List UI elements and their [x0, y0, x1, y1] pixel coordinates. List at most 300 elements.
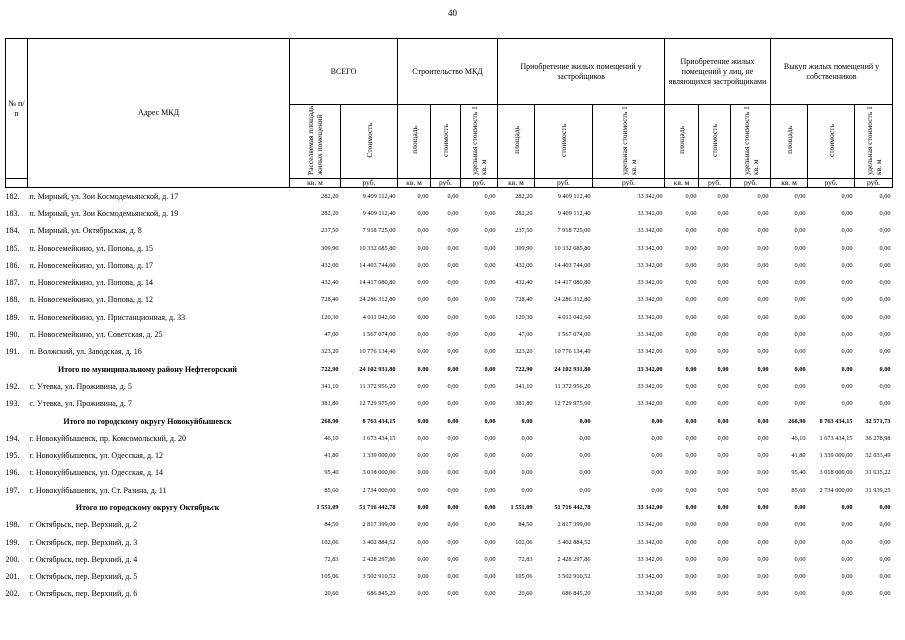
value-cell: 0,00	[879, 296, 891, 304]
value-cell: 102,06	[515, 538, 533, 546]
value-cell: 0,00	[447, 296, 459, 304]
row-number: 198.	[5, 520, 20, 530]
value-cell: 0,00	[717, 348, 729, 356]
value-cell: 282,20	[515, 192, 533, 200]
value-cell: 0,00	[794, 227, 806, 235]
value-cell: 0,00	[447, 486, 459, 494]
address-cell: г. Новокуйбышевск, ул. Одесская, д. 12	[29, 451, 164, 461]
value-cell: 341,10	[515, 382, 533, 390]
table-row	[6, 188, 893, 205]
value-cell: 0,00	[717, 209, 729, 217]
value-cell: 0,00	[841, 521, 853, 529]
value-cell: 120,30	[515, 313, 533, 321]
value-cell: 0,00	[447, 348, 459, 356]
table-row	[6, 568, 893, 585]
value-cell: 2 817 399,00	[557, 521, 591, 529]
value-cell: 0,00	[685, 296, 697, 304]
header-total-area: Расселяемая площадь жилых помещений	[290, 105, 341, 179]
value-cell: 0,00	[717, 573, 729, 581]
value-cell: 0,00	[417, 538, 429, 546]
value-cell: 51 716 442,78	[359, 503, 396, 511]
row-number: 183.	[5, 208, 20, 218]
value-cell: 0,00	[484, 538, 496, 546]
unit-label: кв. м	[398, 179, 431, 188]
value-cell: 0,00	[757, 209, 769, 217]
value-cell: 0,00	[717, 434, 729, 442]
table-row	[6, 257, 893, 274]
value-cell: 10 332 685,80	[359, 244, 396, 252]
value-cell: 0,00	[447, 227, 459, 235]
value-cell: 9 409 112,40	[362, 192, 396, 200]
value-cell: 14 403 744,00	[359, 261, 396, 269]
value-cell: 0,00	[651, 434, 663, 442]
value-cell: 0,00	[717, 192, 729, 200]
value-cell: 0,00	[794, 382, 806, 390]
value-cell: 0,00	[685, 434, 697, 442]
header-sub-area: площадь	[771, 105, 808, 179]
address-cell: г. Новокуйбышевск, ул. Одесская, д. 14	[29, 468, 164, 478]
header-group-developers: Приобретение жилых помещений у застройщиков	[498, 39, 665, 105]
value-cell: 0,00	[447, 400, 459, 408]
value-cell: 72,83	[324, 555, 339, 563]
value-cell: 0,00	[794, 573, 806, 581]
address-cell: г. Октябрьск, пер. Верхний, д. 3	[29, 537, 138, 547]
value-cell: 0,00	[484, 227, 496, 235]
value-cell: 46,10	[791, 434, 806, 442]
value-cell: 432,00	[321, 261, 339, 269]
value-cell: 0,00	[757, 590, 769, 598]
value-cell: 0,00	[579, 434, 591, 442]
value-cell: 0,00	[879, 382, 891, 390]
value-cell: 0,00	[685, 452, 697, 460]
value-cell: 0,00	[717, 521, 729, 529]
total-label: Итого по муниципальному району Нефтегорский	[57, 364, 238, 374]
row-number: 186.	[5, 260, 20, 270]
value-cell: 0,00	[685, 331, 697, 339]
value-cell: 85,60	[791, 486, 806, 494]
header-sub-cost: стоимость	[535, 105, 593, 179]
row-number: 200.	[5, 554, 20, 564]
value-cell: 0,00	[757, 555, 769, 563]
value-cell: 33 342,00	[637, 279, 663, 287]
unit-label: руб.	[535, 179, 593, 188]
value-cell: 14 403 744,00	[554, 261, 591, 269]
value-cell: 0,00	[757, 417, 769, 425]
unit-label: руб.	[808, 179, 855, 188]
address-cell: с. Утевка, ул. Проживина, д. 7	[29, 399, 132, 409]
row-number: 185.	[5, 243, 20, 253]
value-cell: 3 502 910,52	[557, 573, 591, 581]
address-cell: п. Мирный, ул. Октябрьская, д. 8	[29, 226, 142, 236]
table-row	[6, 482, 893, 499]
header-total-cost: Стоимость	[341, 105, 398, 179]
value-cell: 0,00	[417, 573, 429, 581]
value-cell: 0,00	[417, 209, 429, 217]
value-cell: 33 342,00	[637, 244, 663, 252]
value-cell: 0,00	[447, 244, 459, 252]
value-cell: 0,00	[447, 382, 459, 390]
value-cell: 0,00	[447, 469, 459, 477]
value-cell: 12 729 975,60	[554, 400, 591, 408]
value-cell: 0,00	[579, 486, 591, 494]
value-cell: 0,00	[651, 486, 663, 494]
value-cell: 33 342,00	[637, 348, 663, 356]
value-cell: 381,80	[515, 400, 533, 408]
value-cell: 0,00	[447, 192, 459, 200]
value-cell: 0,00	[717, 331, 729, 339]
value-cell: 0,00	[757, 261, 769, 269]
value-cell: 7 918 725,00	[557, 227, 591, 235]
address-cell: г. Октябрьск, пер. Верхний, д. 6	[29, 589, 138, 599]
table-row	[6, 378, 893, 395]
value-cell: 0,00	[685, 469, 697, 477]
value-cell: 9 409 112,40	[362, 209, 396, 217]
value-cell: 33 342,00	[637, 209, 663, 217]
value-cell: 309,90	[321, 244, 339, 252]
value-cell: 282,20	[321, 192, 339, 200]
value-cell: 3 402 884,52	[557, 538, 591, 546]
value-cell: 237,50	[515, 227, 533, 235]
value-cell: 24 102 931,80	[359, 365, 396, 373]
value-cell: 0,00	[417, 296, 429, 304]
value-cell: 0,00	[794, 244, 806, 252]
value-cell: 0,00	[417, 400, 429, 408]
value-cell: 0,00	[685, 486, 697, 494]
value-cell: 686 845,20	[367, 590, 396, 598]
header-sub-area: площадь	[498, 105, 535, 179]
table-row	[6, 205, 893, 222]
value-cell: 0,00	[447, 434, 459, 442]
row-number: 182.	[5, 191, 20, 201]
value-cell: 10 776 134,40	[554, 348, 591, 356]
row-number: 192.	[5, 381, 20, 391]
address-cell: п. Новосемейкино, ул. Попова, д. 15	[29, 243, 154, 253]
table-row	[6, 464, 893, 481]
value-cell: 0,00	[841, 382, 853, 390]
header-num-blank	[6, 179, 28, 188]
value-cell: 10 332 685,80	[554, 244, 591, 252]
value-cell: 0,00	[841, 296, 853, 304]
value-cell: 33 342,00	[637, 192, 663, 200]
row-number: 193.	[5, 399, 20, 409]
value-cell: 84,50	[518, 521, 533, 529]
value-cell: 0,00	[757, 469, 769, 477]
value-cell: 84,50	[324, 521, 339, 529]
header-group-buyout: Выкуп жилых помещений у собственников	[771, 39, 893, 105]
value-cell: 2 428 297,86	[557, 555, 591, 563]
value-cell: 0,00	[417, 279, 429, 287]
value-cell: 1 673 434,15	[362, 434, 396, 442]
value-cell: 105,06	[515, 573, 533, 581]
value-cell: 0,00	[447, 209, 459, 217]
value-cell: 1 567 074,00	[557, 331, 591, 339]
value-cell: 0,00	[757, 521, 769, 529]
value-cell: 0,00	[484, 261, 496, 269]
value-cell: 0,00	[417, 313, 429, 321]
table-row	[6, 430, 893, 447]
value-cell: 0,00	[794, 296, 806, 304]
value-cell: 282,20	[321, 209, 339, 217]
value-cell: 3 018 000,00	[819, 469, 853, 477]
value-cell: 33 342,00	[637, 400, 663, 408]
value-cell: 0,00	[757, 400, 769, 408]
value-cell: 0,00	[757, 503, 769, 511]
value-cell: 0,00	[841, 331, 853, 339]
address-cell: г. Октябрьск, пер. Верхний, д. 2	[29, 520, 138, 530]
value-cell: 0,00	[841, 209, 853, 217]
value-cell: 24 102 931,80	[554, 365, 591, 373]
value-cell: 14 417 080,80	[554, 279, 591, 287]
value-cell: 0,00	[717, 469, 729, 477]
value-cell: 0,00	[685, 313, 697, 321]
value-cell: 0,00	[757, 313, 769, 321]
value-cell: 41,80	[791, 452, 806, 460]
value-cell: 31 635,22	[865, 469, 891, 477]
value-cell: 0,00	[794, 279, 806, 287]
value-cell: 0,00	[484, 521, 496, 529]
value-cell: 0,00	[717, 590, 729, 598]
value-cell: 0,00	[417, 227, 429, 235]
unit-label: руб.	[731, 179, 771, 188]
value-cell: 85,60	[324, 486, 339, 494]
value-cell: 686 845,20	[562, 590, 591, 598]
address-cell: п. Мирный, ул. Зои Космодемьянской, д. 17	[29, 191, 179, 201]
unit-label: руб.	[431, 179, 461, 188]
value-cell: 0,00	[879, 400, 891, 408]
value-cell: 0,00	[484, 590, 496, 598]
value-cell: 0,00	[794, 590, 806, 598]
value-cell: 0,00	[757, 227, 769, 235]
value-cell: 0,00	[417, 555, 429, 563]
value-cell: 0,00	[447, 279, 459, 287]
value-cell: 0,00	[447, 313, 459, 321]
value-cell: 0,00	[757, 296, 769, 304]
unit-label: кв. м	[771, 179, 808, 188]
value-cell: 0,00	[484, 365, 496, 373]
value-cell: 323,20	[321, 348, 339, 356]
value-cell: 0,00	[841, 590, 853, 598]
value-cell: 0,00	[447, 261, 459, 269]
value-cell: 3 018 000,00	[362, 469, 396, 477]
header-sub-area: площадь	[665, 105, 699, 179]
table-row	[6, 447, 893, 464]
header-sub-unit-cost: удельная стоимость 1 кв. м	[731, 105, 771, 179]
value-cell: 323,20	[515, 348, 533, 356]
value-cell: 0,00	[447, 417, 459, 425]
value-cell: 0,00	[484, 348, 496, 356]
value-cell: 0,00	[879, 261, 891, 269]
unit-label: кв. м	[498, 179, 535, 188]
value-cell: 0,00	[757, 279, 769, 287]
value-cell: 24 286 312,80	[554, 296, 591, 304]
value-cell: 0,00	[685, 417, 697, 425]
value-cell: 0,00	[685, 400, 697, 408]
value-cell: 0,00	[879, 244, 891, 252]
value-cell: 0,00	[484, 331, 496, 339]
row-number: 196.	[5, 468, 20, 478]
value-cell: 0,00	[794, 313, 806, 321]
row-number: 197.	[5, 485, 20, 495]
header-group-total: ВСЕГО	[290, 39, 398, 105]
value-cell: 72,83	[518, 555, 533, 563]
header-sub-unit-cost: удельная стоимость 1 кв. м	[593, 105, 665, 179]
unit-label: кв. м	[665, 179, 699, 188]
value-cell: 0,00	[794, 261, 806, 269]
value-cell: 0,00	[484, 555, 496, 563]
value-cell: 41,80	[324, 452, 339, 460]
value-cell: 32 571,73	[865, 417, 891, 425]
value-cell: 0,00	[794, 400, 806, 408]
value-cell: 51 716 442,78	[554, 503, 591, 511]
value-cell: 381,80	[321, 400, 339, 408]
row-number: 194.	[5, 433, 20, 443]
value-cell: 0,00	[484, 486, 496, 494]
row-number: 188.	[5, 295, 20, 305]
row-number: 189.	[5, 312, 20, 322]
value-cell: 0,00	[879, 348, 891, 356]
value-cell: 0,00	[841, 503, 853, 511]
value-cell: 0,00	[841, 555, 853, 563]
total-row	[6, 360, 893, 377]
value-cell: 0,00	[484, 400, 496, 408]
value-cell: 0,00	[417, 365, 429, 373]
value-cell: 0,00	[417, 331, 429, 339]
address-cell: г. Новокуйбышевск, пр. Комсомольский, д. 20	[29, 433, 186, 443]
value-cell: 95,40	[791, 469, 806, 477]
value-cell: 33 342,00	[637, 573, 663, 581]
value-cell: 0,00	[685, 348, 697, 356]
value-cell: 33 342,00	[637, 555, 663, 563]
value-cell: 0,00	[521, 486, 533, 494]
value-cell: 0,00	[794, 348, 806, 356]
table-row	[6, 274, 893, 291]
value-cell: 0,00	[417, 486, 429, 494]
value-cell: 0,00	[841, 279, 853, 287]
value-cell: 0,00	[447, 538, 459, 546]
value-cell: 0,00	[841, 192, 853, 200]
value-cell: 0,00	[717, 417, 729, 425]
value-cell: 95,40	[324, 469, 339, 477]
unit-label: руб.	[699, 179, 731, 188]
value-cell: 9 409 112,40	[557, 209, 591, 217]
value-cell: 0,00	[717, 452, 729, 460]
value-cell: 0,00	[484, 382, 496, 390]
value-cell: 2 428 297,86	[362, 555, 396, 563]
value-cell: 0,00	[685, 590, 697, 598]
address-cell: п. Волжский, ул. Заводская, д. 16	[29, 347, 142, 357]
value-cell: 0,00	[417, 382, 429, 390]
value-cell: 33 342,00	[637, 331, 663, 339]
value-cell: 432,40	[321, 279, 339, 287]
value-cell: 7 918 725,00	[362, 227, 396, 235]
table-row	[6, 343, 893, 360]
value-cell: 0,00	[447, 365, 459, 373]
value-cell: 33 342,00	[637, 261, 663, 269]
value-cell: 1 339 000,00	[362, 452, 396, 460]
value-cell: 0,00	[717, 486, 729, 494]
value-cell: 0,00	[757, 365, 769, 373]
value-cell: 0,00	[757, 382, 769, 390]
value-cell: 0,00	[579, 452, 591, 460]
value-cell: 0,00	[841, 365, 853, 373]
value-cell: 0,00	[794, 331, 806, 339]
value-cell: 0,00	[757, 331, 769, 339]
value-cell: 237,50	[321, 227, 339, 235]
value-cell: 4 011 042,60	[362, 313, 396, 321]
value-cell: 0,00	[717, 382, 729, 390]
value-cell: 0,00	[484, 469, 496, 477]
value-cell: 33 342,00	[637, 227, 663, 235]
header-address: Адрес МКД	[28, 39, 290, 188]
value-cell: 0,00	[417, 590, 429, 598]
value-cell: 0,00	[521, 469, 533, 477]
address-cell: г. Октябрьск, пер. Верхний, д. 5	[29, 572, 138, 582]
table-body	[6, 188, 893, 603]
unit-label: руб.	[855, 179, 893, 188]
value-cell: 0,00	[447, 555, 459, 563]
value-cell: 33 342,00	[637, 382, 663, 390]
address-cell: п. Новосемейкино, ул. Попова, д. 12	[29, 295, 154, 305]
row-number: 190.	[5, 330, 20, 340]
value-cell: 0,00	[879, 365, 891, 373]
value-cell: 0,00	[879, 313, 891, 321]
value-cell: 33 342,00	[637, 365, 663, 373]
value-cell: 33 342,00	[637, 590, 663, 598]
value-cell: 0,00	[685, 227, 697, 235]
value-cell: 0,00	[579, 417, 591, 425]
value-cell: 2 817 399,00	[362, 521, 396, 529]
address-cell: с. Утевка, ул. Проживина, д. 5	[29, 381, 132, 391]
value-cell: 0,00	[757, 486, 769, 494]
value-cell: 0,00	[717, 279, 729, 287]
header-sub-cost: стоимость	[699, 105, 731, 179]
value-cell: 0,00	[685, 382, 697, 390]
value-cell: 0,00	[417, 261, 429, 269]
value-cell: 722,90	[321, 365, 339, 373]
value-cell: 33 342,00	[637, 503, 663, 511]
value-cell: 0,00	[879, 331, 891, 339]
row-number: 201.	[5, 572, 20, 582]
value-cell: 0,00	[841, 261, 853, 269]
value-cell: 120,30	[321, 313, 339, 321]
row-number: 195.	[5, 451, 20, 461]
value-cell: 0,00	[417, 417, 429, 425]
table-row	[6, 516, 893, 533]
value-cell: 0,00	[417, 434, 429, 442]
value-cell: 0,00	[879, 590, 891, 598]
value-cell: 20,60	[324, 590, 339, 598]
header-sub-unit-cost: удельная стоимость 1 кв. м	[461, 105, 498, 179]
value-cell: 33 342,00	[637, 296, 663, 304]
value-cell: 0,00	[417, 244, 429, 252]
housing-resettlement-table	[5, 38, 893, 603]
value-cell: 0,00	[447, 331, 459, 339]
value-cell: 0,00	[794, 503, 806, 511]
header-sub-unit-cost: удельная стоимость 1 кв. м	[855, 105, 893, 179]
value-cell: 3 402 884,52	[362, 538, 396, 546]
value-cell: 0,00	[685, 365, 697, 373]
value-cell: 20,60	[518, 590, 533, 598]
value-cell: 0,00	[841, 573, 853, 581]
value-cell: 12 729 975,60	[359, 400, 396, 408]
value-cell: 0,00	[717, 555, 729, 563]
value-cell: 1 673 434,15	[819, 434, 853, 442]
value-cell: 0,00	[484, 209, 496, 217]
value-cell: 0,00	[484, 417, 496, 425]
value-cell: 0,00	[879, 503, 891, 511]
value-cell: 0,00	[794, 209, 806, 217]
header-group-construction: Строительство МКД	[398, 39, 498, 105]
